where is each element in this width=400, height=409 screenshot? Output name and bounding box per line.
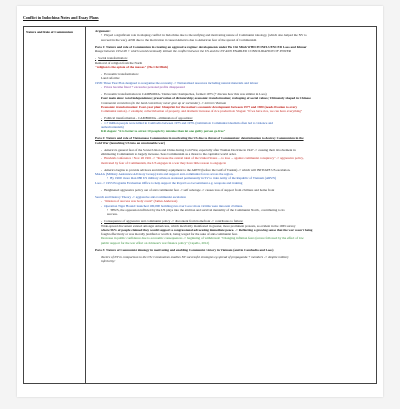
note-line: Rouge between 1954-90 > which would eventually initiate the conflict between the US and the NV AND ENABLED CONSOLIDATION OF POWER bbox=[95, 49, 291, 53]
note-line: "religion is the opiate of the masses" (Ho Chi Minh) bbox=[95, 64, 169, 69]
note-line: - Operation Tiger Hound: launched 100,000 bombing run over Laos: more victims were innocent civilians. bbox=[89, 204, 373, 208]
note-line: Laos -> 1955 Programs Evaluation Office to help support the Royal Lao Government e.g. weapons and training bbox=[95, 180, 243, 185]
note-line: - Political transformation - CAMBODIA - elimination of opposition: bbox=[89, 116, 373, 120]
note-line: eliminating Communism to largely increase. Sees Communism as a threat to the capitalist world order. bbox=[101, 152, 237, 156]
note-line: - Prices became fixed + excessive personal profits disappeared bbox=[89, 85, 373, 89]
note-line: succeed in the war), AND due to the motivation it caused America due to American fear of the spread of Communism bbox=[101, 37, 257, 42]
note-line: Para 3: Nature of Communist ideology in motivating and enabling Communist victory in Vietnam (and in Cambodia and Laos) bbox=[95, 247, 274, 252]
note-line: Removal of religion from the North bbox=[95, 60, 143, 65]
note-line: public support for the war effort on Johnson's war finance policy" (Capello, 2012) bbox=[101, 240, 210, 245]
note-line: where 56% of people claimed they would support a congressional advocating immediate peace. -> Reflecting a growing sense that the war wasn't being bbox=[101, 227, 313, 232]
note-line: • Played a significant role in shaping conflict in Indochina due to the unifying and motivating nature of Communist ideology, (which also helped the NV to bbox=[89, 33, 373, 37]
note-line: - Social transformation: bbox=[89, 56, 373, 60]
note-line: Wide-spread discontent existed amongst Americans, which inevitably manifested in greater, more prominent protests, as evident in the 1965 survey bbox=[101, 223, 296, 228]
note-line: Cold War (launching US into an unwinnable war) bbox=[95, 140, 165, 145]
document-page bbox=[17, 6, 383, 397]
note-line: - America begins to provide advisors and military equipment to the ARVN (before the Gulf of Tonkin) -> which will INITIATE US escalation. bbox=[89, 168, 373, 172]
note-line: Four main aims: total independence; preservation of dictatorship; economic transformation; reshaping of social values; Ultimately shaped in Chinese bbox=[101, 96, 311, 101]
note-line: Land reforms: bbox=[101, 76, 120, 81]
note-line: Decrease in public confidence due to economic consequences -> beginning of withdrawal: "Changing inflation fears (revere followed by the effect of low bbox=[101, 236, 304, 241]
note-line: MAAG (Military Assistance Advisory Group) train and support anti-communist forces across the region. bbox=[95, 172, 234, 176]
note-line: • THUS, the oppression inflicted by the US plays into the attrition and survival mentality of the Communist North , contributing to its bbox=[89, 208, 373, 212]
notes-content-cell bbox=[86, 27, 376, 383]
note-line: - Economic transformation in CAMBODIA / Democratic Kampuchea, formed 1975 (+ discuss how this was similar in Laos) bbox=[89, 92, 373, 96]
note-line: • By 1960: more than 680 US military advisors stationed permanently in SV to train Army of the Republic of Vietnam (ARVN) bbox=[89, 176, 373, 180]
left-heading: Nature and Role of Communism bbox=[26, 30, 74, 34]
note-line: - "mission of success was body count" (James Anderson) bbox=[89, 199, 373, 203]
note-line: fought effectively or was morally justified or worth it, being waged for the sake of anti-communist fear. bbox=[101, 232, 238, 236]
note-line: motivated by fear of Communism, the US engages in a war they have little reason to engage in bbox=[101, 160, 227, 165]
left-heading-cell bbox=[24, 27, 86, 383]
document-title: Conflict in Indochina Notes and Essay Plans bbox=[23, 15, 99, 20]
note-line: 1958: Three Year Plan designed to reorganise the economy -> Nationalised resources including natural materials and labour bbox=[95, 80, 259, 85]
notes-table bbox=[23, 26, 377, 384]
note-line: - Hawkish conference / Nov. 26 1961 -> "Increase the central ideal of the United States ... to lose ... against communist conspiracy" -> aggressive policy, bbox=[89, 156, 373, 160]
note-line: - America's general fear of the Soviet Union and China during Cold War, especially after Truman Doctrine in 1947 -> causing their involvement in bbox=[89, 148, 373, 152]
note-line: authoritarianism) bbox=[101, 124, 124, 129]
note-line: - 1.7 million people were killed in Cambodia between 1975 and 1979. (Limitation: Communist idealism often led to violence and bbox=[89, 121, 373, 125]
note-line: - Economic transformation: bbox=[89, 72, 373, 76]
note-line: Argument: bbox=[95, 29, 111, 33]
note-line: Communist conviction (in the hard conviction; never give up or surrender) -> mirrors Vietnam bbox=[101, 100, 227, 105]
note-line: Para 1: Nature and role of Communism in creating an aggressive regime: developments under Ho Chi Minh WHICH INFLUENCED Laos and Khmer bbox=[95, 44, 307, 49]
note-line: Communist nation) -> example; collectivisation of property, and dramatic increase of rice production: Slogan: "If we have rice, we can have everything" bbox=[101, 109, 303, 113]
note-line: Tactics of NV in comparison to the US: Communism enables NV successful strategies eg spread of propaganda + members -> despite military bbox=[101, 255, 289, 259]
note-line: - Consequence of aggressive anti communist policy -> discontent from homefront -> contributes to failure: bbox=[89, 219, 373, 223]
note-line: KR slogan: "it is better to arrest 10 people by mistake than let one guilty person go free" bbox=[101, 129, 226, 133]
note-line: success. bbox=[107, 212, 118, 216]
note-line: Economic transformation: Four-year plan: blueprint for the nation's economic development between 1977 and 1980 (needs fixation to every bbox=[101, 104, 298, 109]
note-line: - Heightened aggressive policy out of anti communist fear -> self sabotage -> causes loss of support from civilians and home front bbox=[89, 188, 373, 192]
note-line: inferiority: bbox=[101, 259, 116, 264]
note-line: Para 2: Nature and role of Vietnamese Communism in motivating the US due to threat of Communism: determination to destroy Communism in the bbox=[95, 136, 304, 141]
note-line: Search and Destroy Theory -> aggressive anti-Communist escalation bbox=[95, 195, 186, 199]
